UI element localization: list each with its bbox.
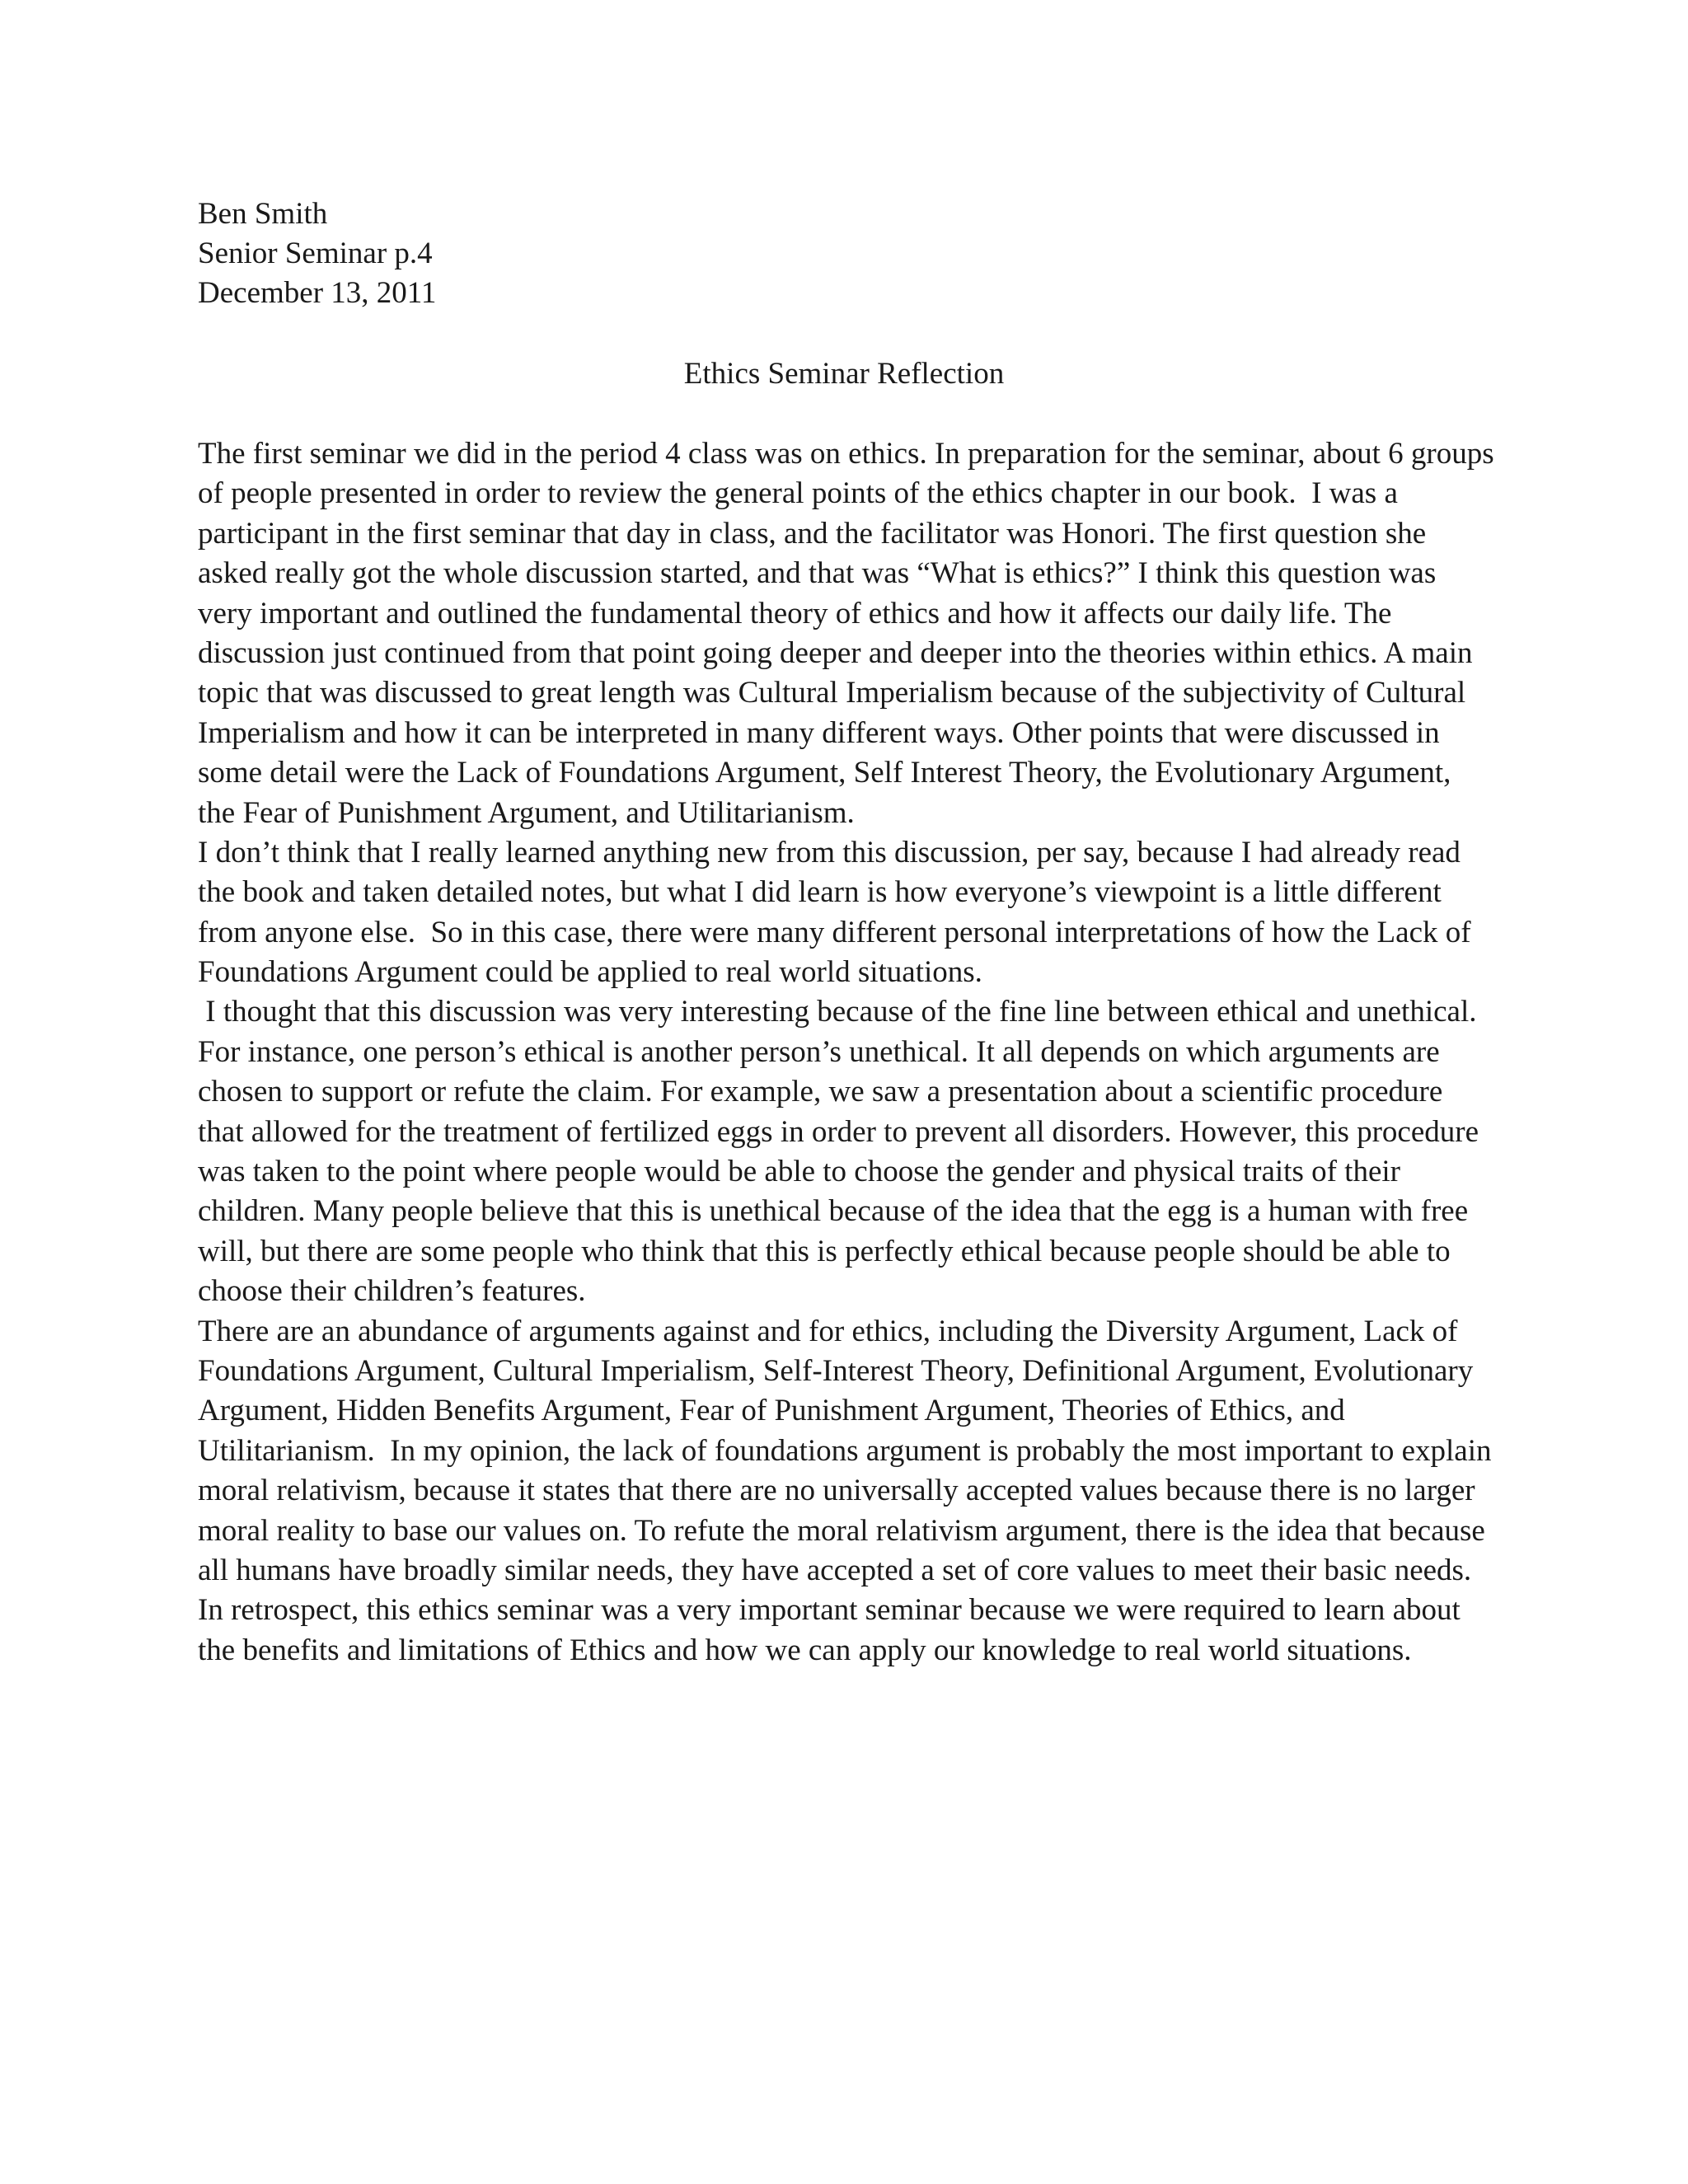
body-line: was taken to the point where people would be able to choose the gender and physical traits of their [198, 1155, 1400, 1189]
body-line: all humans have broadly similar needs, they have accepted a set of core values to meet their basic needs. [198, 1553, 1472, 1587]
body-line: of people presented in order to review the general points of the ethics chapter in our book. I was a [198, 476, 1398, 511]
body-line: some detail were the Lack of Foundations Argument, Self Interest Theory, the Evolutionary Argument, [198, 756, 1451, 790]
document-body [198, 434, 1533, 1671]
body-line: from anyone else. So in this case, there were many different personal interpretations of how the Lack of [198, 915, 1471, 949]
author-name: Ben Smith [198, 197, 328, 231]
body-line: very important and outlined the fundamental theory of ethics and how it affects our daily life. The [198, 596, 1392, 630]
body-line: moral reality to base our values on. To refute the moral relativism argument, there is the idea that because [198, 1513, 1485, 1548]
body-line: participant in the first seminar that day in class, and the facilitator was Honori. The first question she [198, 516, 1427, 551]
body-line: moral relativism, because it states that there are no universally accepted values because there is no larger [198, 1474, 1475, 1508]
body-line: I thought that this discussion was very interesting because of the fine line between ethical and unethical. [198, 995, 1477, 1029]
body-line: There are an abundance of arguments against and for ethics, including the Diversity Argument, Lack of [198, 1314, 1458, 1348]
body-line: chosen to support or refute the claim. For example, we saw a presentation about a scientific procedure [198, 1075, 1443, 1109]
body-line: I don’t think that I really learned anything new from this discussion, per say, because I had already read [198, 835, 1461, 869]
body-line: discussion just continued from that point going deeper and deeper into the theories within ethics. A main [198, 635, 1473, 670]
body-line: will, but there are some people who think that this is perfectly ethical because people should be able to [198, 1234, 1451, 1268]
body-line: the benefits and limitations of Ethics and how we can apply our knowledge to real world situations. [198, 1633, 1412, 1667]
body-line: Utilitarianism. In my opinion, the lack of foundations argument is probably the most important to explain [198, 1433, 1492, 1468]
body-line: Argument, Hidden Benefits Argument, Fear of Punishment Argument, Theories of Ethics, and [198, 1394, 1345, 1428]
body-line: Foundations Argument could be applied to real world situations. [198, 955, 982, 990]
body-line: children. Many people believe that this is unethical because of the idea that the egg is a human with free [198, 1194, 1469, 1229]
body-line: the book and taken detailed notes, but what I did learn is how everyone’s viewpoint is a little different [198, 875, 1442, 910]
body-line: Foundations Argument, Cultural Imperialism, Self-Interest Theory, Definitional Argument, Evolutionary [198, 1353, 1474, 1388]
body-line: In retrospect, this ethics seminar was a very important seminar because we were required to learn about [198, 1593, 1461, 1628]
body-line: For instance, one person’s ethical is another person’s unethical. It all depends on which arguments are [198, 1034, 1440, 1069]
body-line: the Fear of Punishment Argument, and Utilitarianism. [198, 795, 855, 830]
document-header [198, 194, 436, 313]
document-title: Ethics Seminar Reflection [683, 357, 1005, 391]
course-name: Senior Seminar p.4 [198, 237, 433, 270]
document-date: December 13, 2011 [198, 276, 437, 310]
body-line: that allowed for the treatment of fertilized eggs in order to prevent all disorders. However, this procedure [198, 1114, 1479, 1149]
body-line: topic that was discussed to great length was Cultural Imperialism because of the subjectivity of Cultural [198, 676, 1466, 710]
body-line: The first seminar we did in the period 4 class was on ethics. In preparation for the seminar, about 6 groups [198, 437, 1494, 471]
body-line: asked really got the whole discussion started, and that was “What is ethics?” I think this question was [198, 556, 1437, 591]
body-line: choose their children’s features. [198, 1274, 586, 1309]
body-line: Imperialism and how it can be interpreted in many different ways. Other points that were discussed in [198, 715, 1440, 750]
